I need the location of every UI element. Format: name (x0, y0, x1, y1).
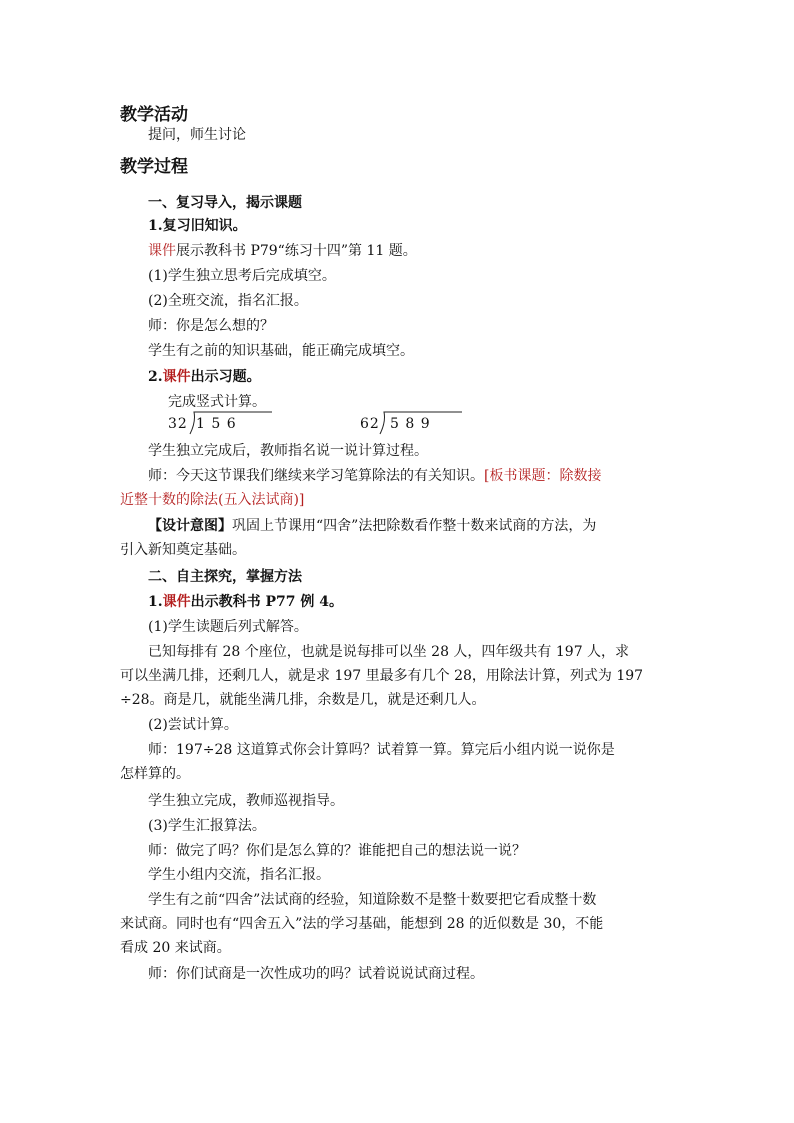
section1-sub2 (120, 366, 708, 388)
sub2-number: 2. (148, 369, 163, 385)
courseware-keyword: 课件 (148, 243, 176, 259)
teacher3-text: 师：做完了吗？你们是怎么算的？谁能把自己的想法说一说？ (148, 843, 526, 859)
section1-title: 一、复习导入，揭示课题 (148, 195, 302, 211)
heading-teaching-process: 教学过程 (120, 157, 188, 177)
design-intent-text-a: 巩固上节课用“四舍”法把除数看作整十数来试商的方法，为 (232, 518, 597, 534)
courseware-line (120, 240, 708, 262)
courseware-keyword-3: 课件 (162, 594, 191, 610)
long-division-1 (168, 408, 268, 432)
board-title-a: [板书课题：除数接 (484, 468, 602, 484)
activity-text: 提问，师生讨论 (148, 127, 246, 143)
board-title-b: 近整十数的除法(五入法试商)] (120, 492, 305, 508)
long-division-2 (360, 408, 460, 432)
section1-step2: (2)全班交流，指名汇报。 (148, 293, 308, 309)
design-intent-text-b: 引入新知奠定基础。 (120, 542, 246, 558)
dividend-1: 1 5 6 (196, 416, 237, 432)
teacher-intro-text: 师：今天这节课我们继续来学习笔算除法的有关知识。 (148, 468, 484, 484)
section2-step3: (3)学生汇报算法。 (148, 818, 266, 834)
section2-step2: (2)尝试计算。 (148, 717, 238, 733)
teacher-question-1: 师：你是怎么想的？ (148, 318, 274, 334)
divisor-2: 62 (360, 416, 380, 432)
design-intent (120, 515, 708, 537)
courseware-keyword-2: 课件 (162, 369, 191, 385)
divisor-1: 32 (168, 416, 188, 432)
section1-step1: (1)学生独立思考后完成填空。 (148, 268, 336, 284)
courseware-rest: 展示教科书 P79“练习十四”第 11 题。 (176, 243, 417, 259)
teacher2-line-a: 师：197÷28 这道算式你会计算吗？试着算一算。算完后小组内说一说你是 (148, 742, 615, 758)
vertical-calc-instruction: 完成竖式计算。 (168, 394, 266, 410)
para1-line-c: ÷28。商是几，就能坐满几排，余数是几，就是还剩几人。 (120, 692, 486, 708)
para2-line-b: 来试商。同时也有“四舍五入”法的学习基础，能想到 28 的近似数是 30，不能 (120, 916, 604, 932)
heading-teaching-activity: 教学活动 (120, 105, 188, 125)
para1-line-b: 可以坐满几排，还剩几人，就是求 197 里最多有几个 28，用除法计算，列式为 197 (120, 668, 644, 684)
student2-text: 学生独立完成，教师巡视指导。 (148, 793, 344, 809)
section2-sub1-number: 1. (148, 594, 163, 610)
student-answer-1: 学生有之前的知识基础，能正确完成填空。 (148, 343, 414, 359)
dividend-2: 5 8 9 (390, 416, 431, 432)
sub2-rest: 出示习题。 (190, 369, 261, 385)
student3-text: 学生小组内交流，指名汇报。 (148, 867, 330, 883)
section2-step1: (1)学生读题后列式解答。 (148, 619, 308, 635)
design-intent-label: 【设计意图】 (148, 518, 232, 534)
section1-sub1: 1.复习旧知识。 (148, 218, 247, 234)
para2-line-a: 学生有之前“四舍”法试商的经验，知道除数不是整十数要把它看成整十数 (148, 892, 597, 908)
section2-title: 二、自主探究，掌握方法 (148, 569, 302, 585)
para1-line-a: 已知每排有 28 个座位，也就是说每排可以坐 28 人，四年级共有 197 人，求 (148, 644, 630, 660)
section2-sub1-rest: 出示教科书 P77 例 4。 (190, 594, 343, 610)
after-calc-text: 学生独立完成后，教师指名说一说计算过程。 (148, 443, 428, 459)
teacher4-text: 师：你们试商是一次性成功的吗？试着说说试商过程。 (148, 966, 484, 982)
teacher2-line-b: 怎样算的。 (120, 766, 190, 782)
section2-sub1 (120, 591, 708, 613)
teacher-intro (120, 465, 708, 487)
para2-line-c: 看成 20 来试商。 (120, 940, 231, 956)
